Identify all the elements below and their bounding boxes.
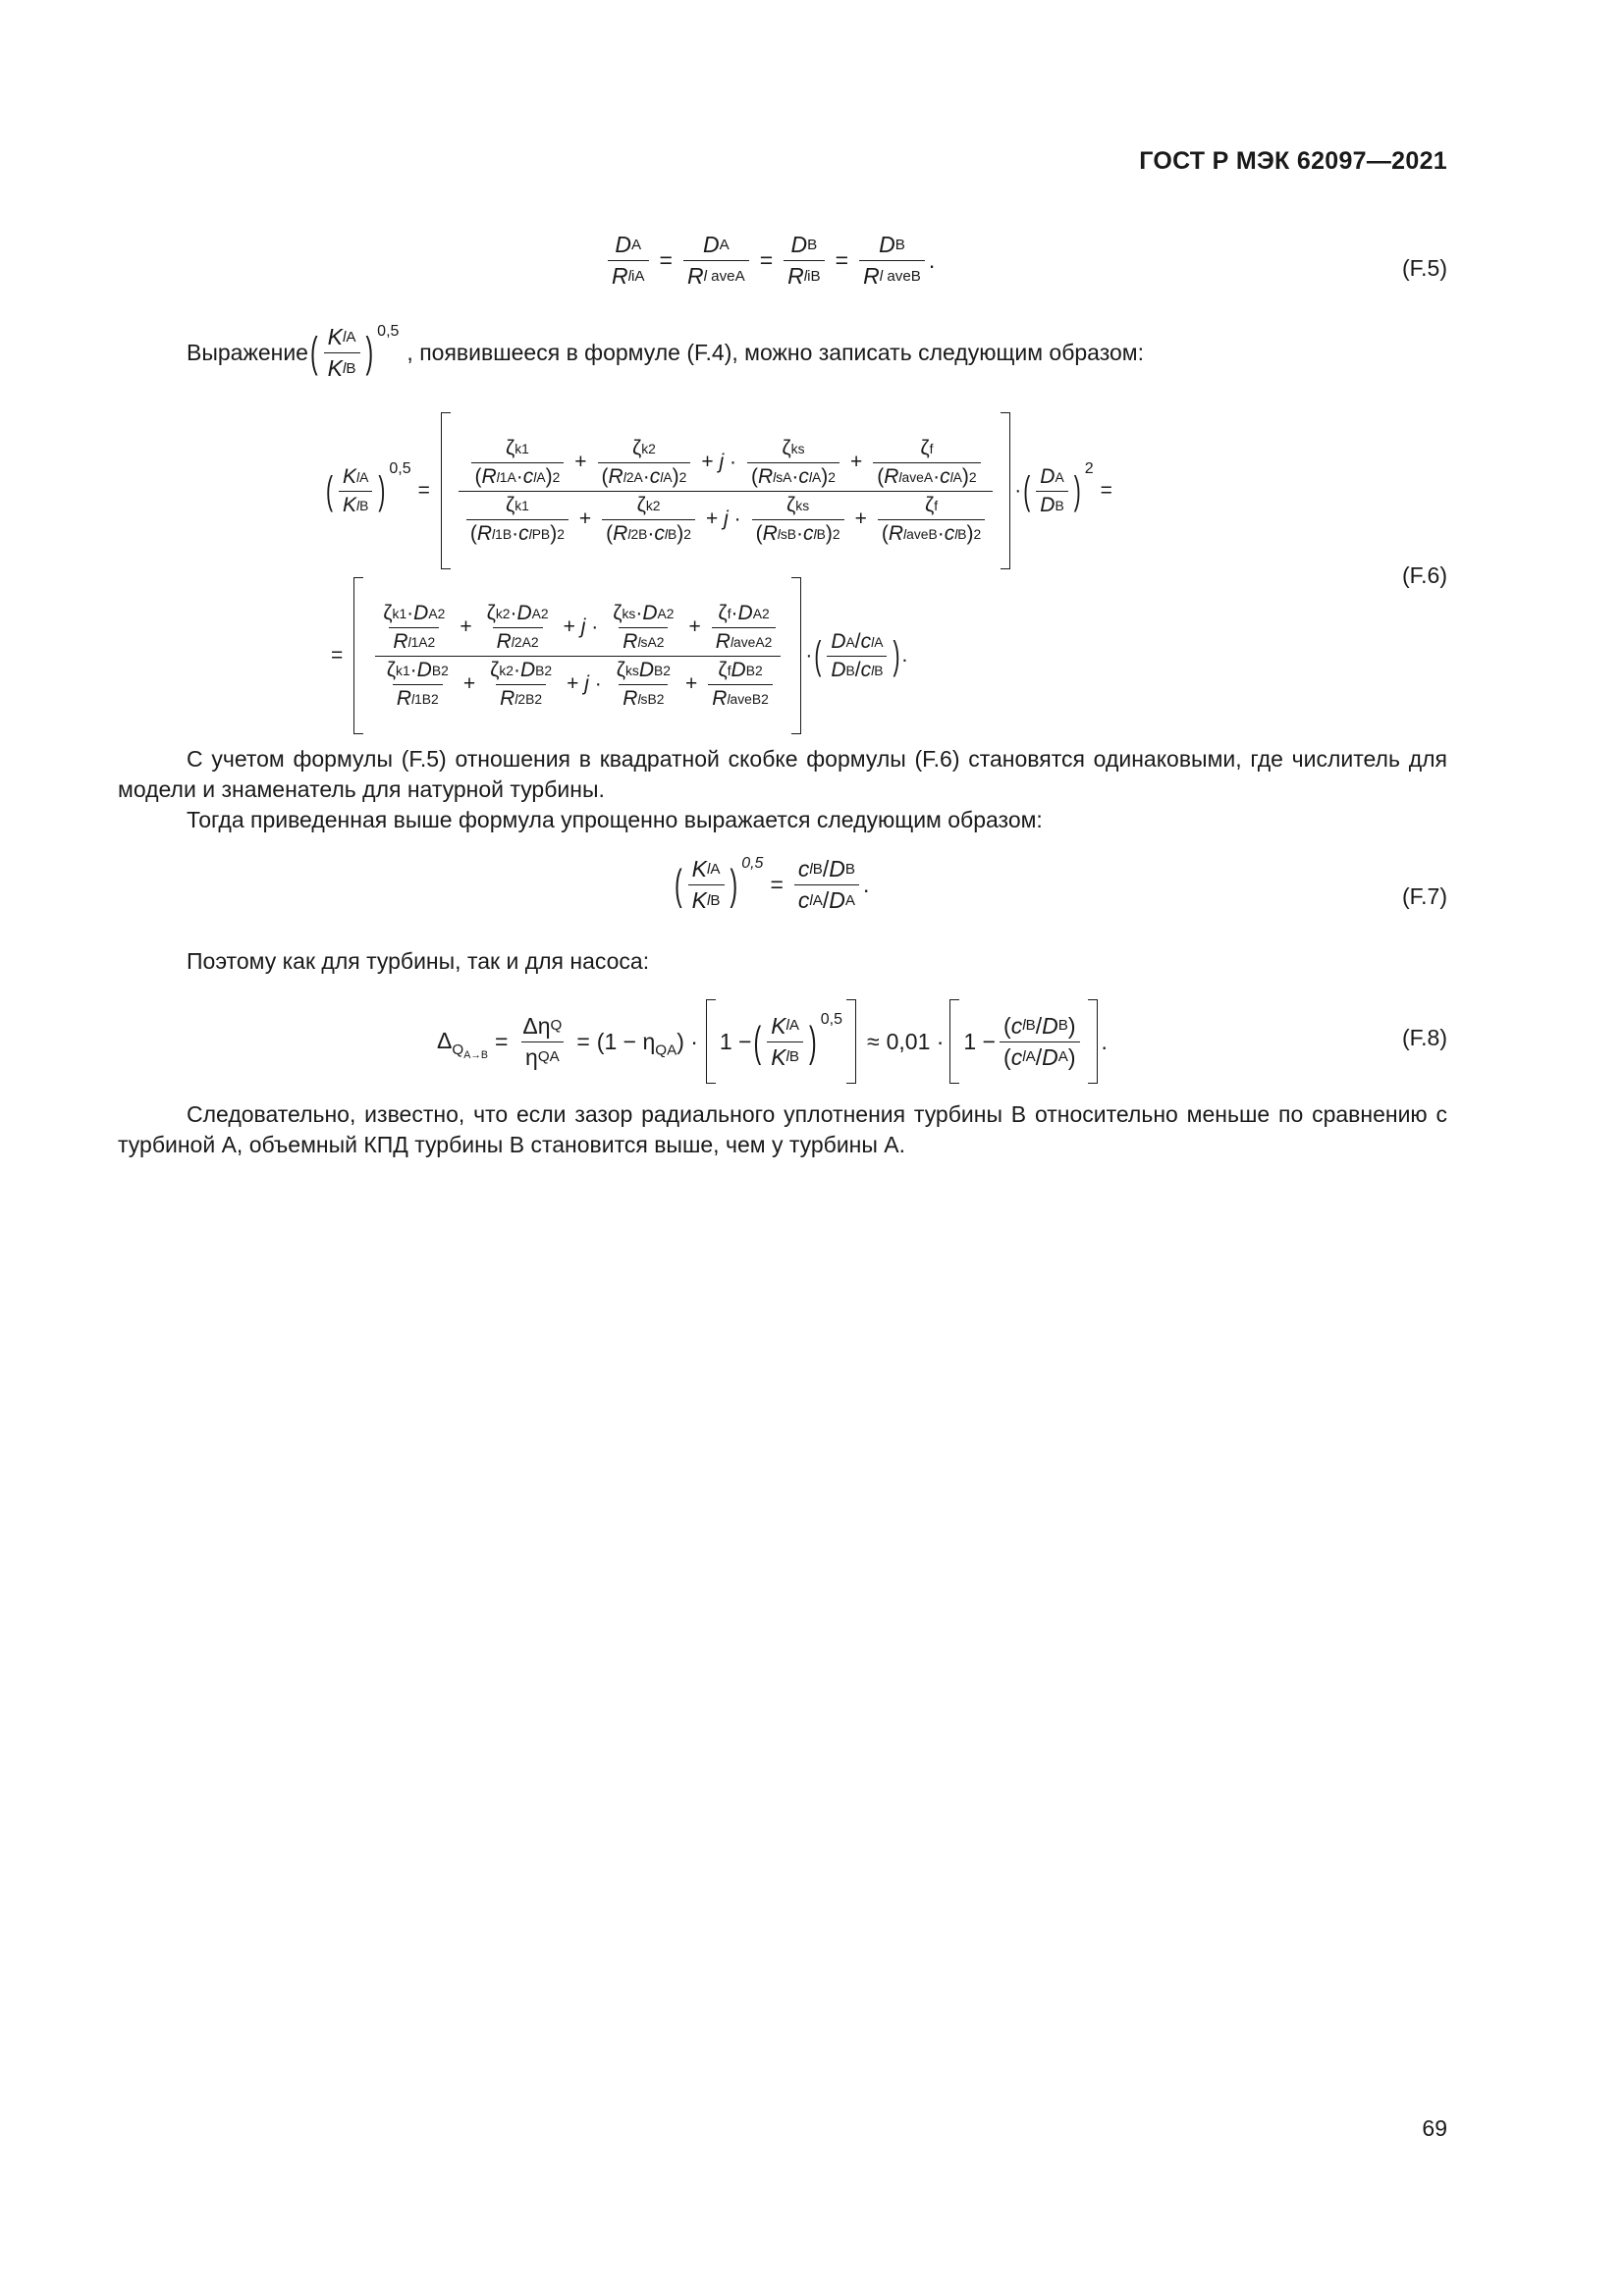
formula-f7: ( K lA K lB ) 0,5 = c lB / D B c lA / D A . xyxy=(675,854,870,913)
standard-header: ГОСТ Р МЭК 62097—2021 xyxy=(1139,147,1447,175)
formula-f5: D A R liA = D A R l aveA = D B R liB = D B R l aveB . xyxy=(604,232,935,290)
paragraph-after-f6: С учетом формулы (F.5) отношения в квадратной скобке формулы (F.6) становятся одинаковыми, где числитель для модели и знаменатель для натурной турбины. xyxy=(118,746,1447,802)
formula-f6-line2: = ζ k1 · D A 2 R l1A 2 + ζ k2 · D A 2 R l2A 2 + j · ζ ks · D A 2 R lsA 2 + ζ f · D A 2 R laveA 2 ζ k1 · D B 2 R l1B 2 + ζ k2 · D B 2 R l2B 2 + j · ζ ks D B 2 R lsB 2 + ζ f D B 2 R laveB 2 · ( D A / c lA D B / c lB ) . xyxy=(324,577,907,734)
paragraph-before-f8: Поэтому как для турбины, так и для насоса: xyxy=(187,948,650,974)
paragraph-before-f7: Тогда приведенная выше формула упрощенно выражается следующим образом: xyxy=(187,807,1043,832)
formula-f8: $\Delta_{Q_{A\to B}}$ = Δη Q η QA = $(1 - \eta_{QA})$ · 1 − ( K lA K lB ) 0,5 ≈ 0,01 · 1 − ( c lB / D B ) ( c lA / D A ) . xyxy=(437,999,1108,1084)
formula-number-f7: (F.7) xyxy=(1402,883,1447,909)
expression-line: Выражение ( K lA K lB ) 0,5 , появившееся в формуле (F.4), можно записать следующим образом: xyxy=(187,322,1144,381)
formula-number-f8: (F.8) xyxy=(1402,1025,1447,1050)
expression-suffix: , появившееся в формуле (F.4), можно записать следующим образом: xyxy=(406,340,1144,365)
expression-prefix: Выражение xyxy=(187,340,308,365)
page-number: 69 xyxy=(1422,2115,1447,2141)
paragraph-conclusion: Следовательно, известно, что если зазор радиального уплотнения турбины В относительно меньше по сравнению с турбиной А, объемный КПД турбины В становится выше, чем у турбины А. xyxy=(118,1101,1447,1157)
formula-number-f6: (F.6) xyxy=(1402,562,1447,588)
formula-f6-line1: ( K lA K lB ) 0,5 = ζ k1 ( R l1A · c lA ) 2 + ζ k2 ( R l2A · c lA ) 2 + j · ζ ks ( R lsA · c lA ) 2 + ζ f ( R laveA · c lA ) 2 ζ k1 ( R l1B · c lPB ) 2 + ζ k2 ( R l2B · c lB ) 2 + j · ζ ks ( R lsB · c lB ) 2 + ζ f ( R laveB · c lB ) 2 · ( D A D B ) 2 = xyxy=(324,412,1119,569)
formula-number-f5: (F.5) xyxy=(1402,255,1447,281)
